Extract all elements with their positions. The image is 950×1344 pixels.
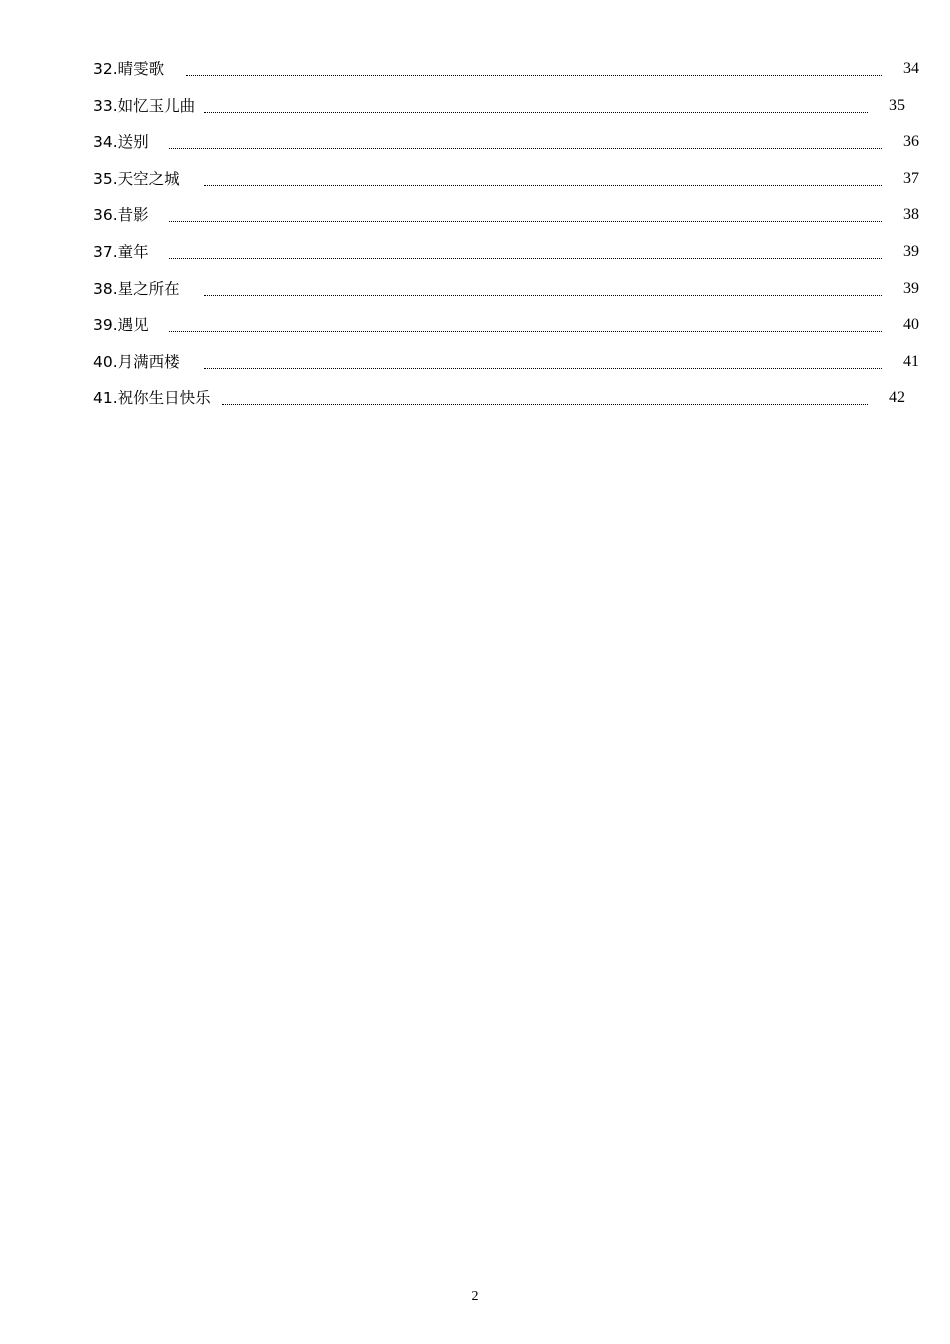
toc-entry-title: 33.如忆玉儿曲	[93, 96, 196, 115]
toc-entry-page: 39	[903, 242, 919, 260]
toc-entry-page: 42	[889, 389, 905, 407]
toc-dot-leader	[169, 258, 882, 259]
toc-entry[interactable]	[93, 57, 919, 94]
table-of-contents	[93, 57, 919, 423]
toc-dot-leader	[204, 368, 882, 369]
toc-entry-title: 34.送别	[93, 133, 149, 152]
footer-page-number: 2	[471, 1289, 479, 1304]
toc-entry-title: 36.昔影	[93, 206, 149, 225]
toc-entry-page: 38	[903, 206, 919, 224]
toc-entry-title: 37.童年	[93, 242, 149, 261]
toc-entry[interactable]	[93, 167, 919, 204]
toc-entry[interactable]	[93, 203, 919, 240]
toc-entry[interactable]	[93, 94, 919, 131]
toc-entry[interactable]	[93, 130, 919, 167]
toc-dot-leader	[204, 295, 882, 296]
toc-dot-leader	[169, 148, 882, 149]
toc-entry-page: 35	[889, 96, 905, 114]
toc-entry-title: 39.遇见	[93, 316, 149, 335]
toc-entry[interactable]	[93, 313, 919, 350]
toc-dot-leader	[204, 185, 882, 186]
toc-dot-leader	[186, 75, 882, 76]
toc-entry-title: 38.星之所在	[93, 279, 180, 298]
toc-entry-page: 39	[903, 279, 919, 297]
toc-entry-page: 37	[903, 169, 919, 187]
toc-entry-title: 32.晴雯歌	[93, 60, 165, 78]
toc-dot-leader	[169, 221, 882, 222]
toc-entry-title: 41.祝你生日快乐	[93, 389, 211, 408]
toc-entry[interactable]	[93, 350, 919, 387]
toc-entry-page: 41	[903, 352, 919, 370]
toc-entry[interactable]	[93, 240, 919, 277]
toc-entry-page: 40	[903, 316, 919, 334]
toc-dot-leader	[222, 404, 868, 405]
toc-dot-leader	[204, 112, 868, 113]
toc-entry-page: 36	[903, 133, 919, 151]
toc-entry-page: 34	[903, 60, 919, 77]
toc-entry[interactable]	[93, 386, 919, 423]
toc-entry-title: 40.月满西楼	[93, 352, 180, 371]
toc-entry[interactable]	[93, 277, 919, 314]
toc-entry-title: 35.天空之城	[93, 169, 180, 188]
toc-dot-leader	[169, 331, 882, 332]
